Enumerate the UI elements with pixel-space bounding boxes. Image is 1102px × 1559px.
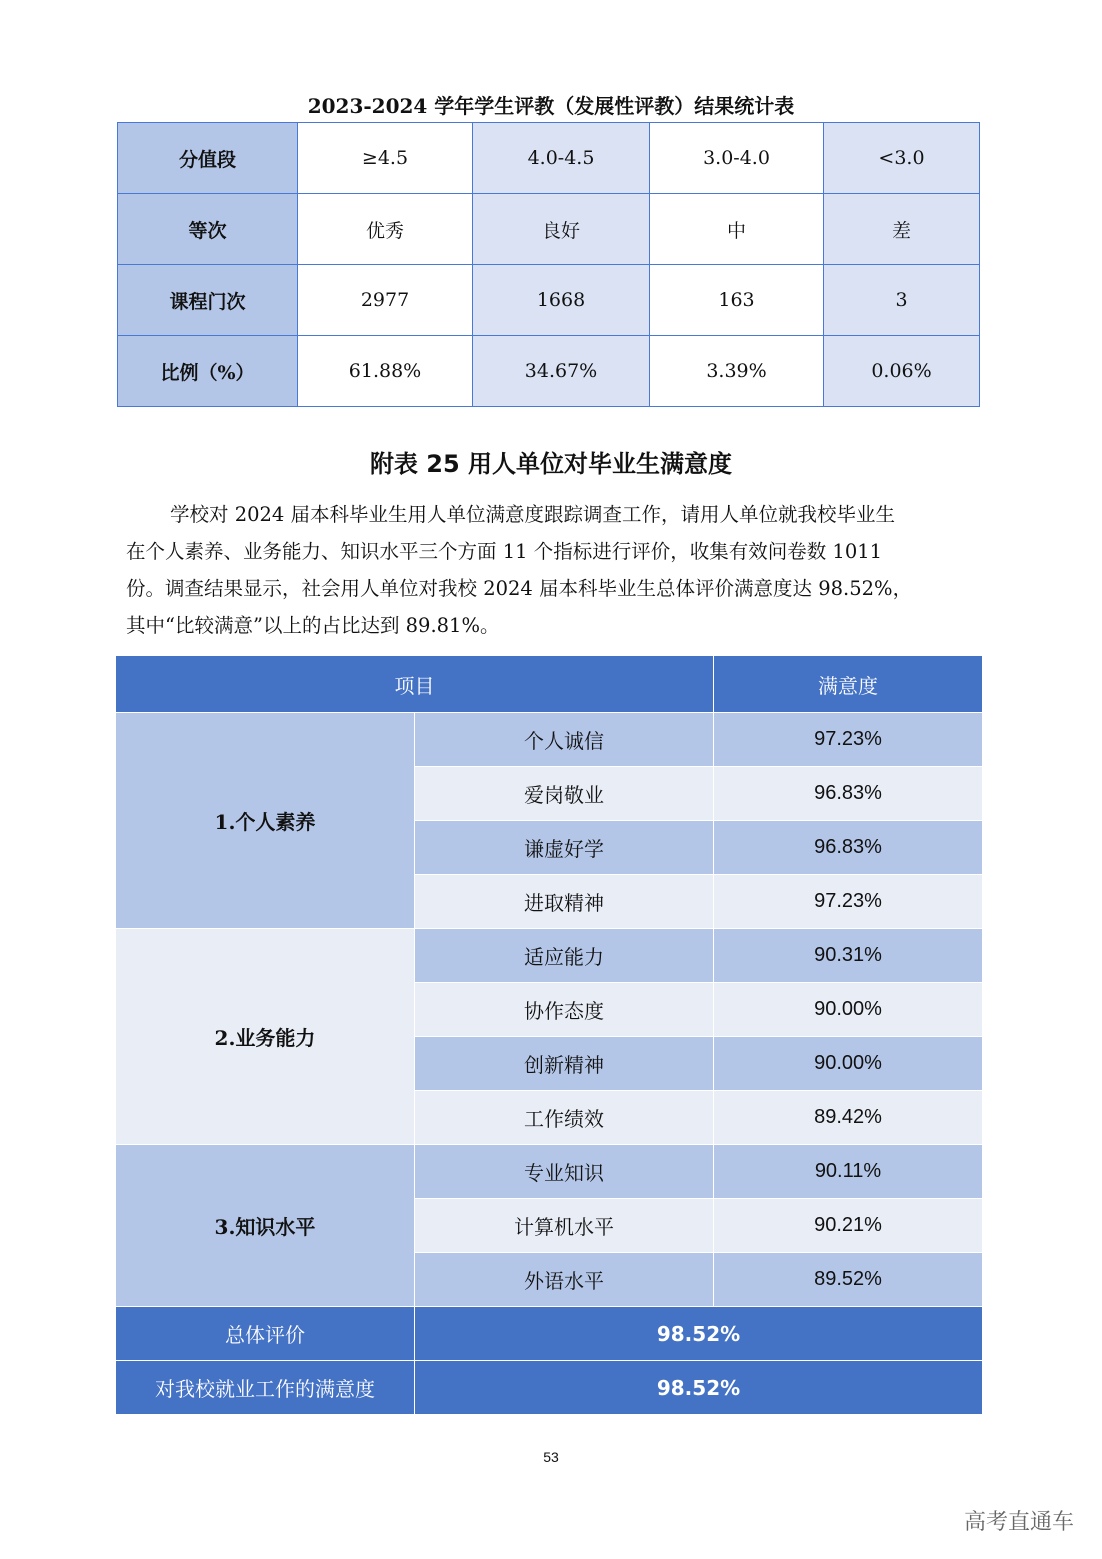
item-label: 工作绩效: [415, 1091, 714, 1145]
table-row: [118, 123, 980, 194]
item-value: 90.00%: [714, 983, 983, 1037]
row-label: 分值段: [118, 123, 298, 194]
table-row: [118, 265, 980, 336]
item-value: 96.83%: [714, 767, 983, 821]
footer-value: 98.52%: [415, 1361, 983, 1415]
evaluation-stats-table: [117, 122, 980, 407]
table-cell: 3.39%: [650, 336, 824, 407]
group-label: 1.个人素养: [116, 713, 415, 929]
item-label: 创新精神: [415, 1037, 714, 1091]
footer-label: 总体评价: [116, 1307, 415, 1361]
table-cell: 3: [824, 265, 980, 336]
item-value: 89.42%: [714, 1091, 983, 1145]
table-cell: ≥4.5: [298, 123, 473, 194]
item-label: 外语水平: [415, 1253, 714, 1307]
table-cell: <3.0: [824, 123, 980, 194]
paragraph-line: 在个人素养、业务能力、知识水平三个方面 11 个指标进行评价，收集有效问卷数 1011: [126, 540, 883, 563]
item-label: 进取精神: [415, 875, 714, 929]
item-value: 90.31%: [714, 929, 983, 983]
table-row: [118, 194, 980, 265]
item-value: 89.52%: [714, 1253, 983, 1307]
table-row: [116, 713, 983, 767]
section-title: 附表 25 用人单位对毕业生满意度: [369, 450, 733, 478]
paragraph-line: 份。调查结果显示，社会用人单位对我校 2024 届本科毕业生总体评价满意度达 98.52%，: [126, 577, 913, 600]
table-footer-row: [116, 1307, 983, 1361]
group-label: 3.知识水平: [116, 1145, 415, 1307]
row-label: 等次: [118, 194, 298, 265]
table-header-row: [116, 656, 983, 713]
table-cell: 61.88%: [298, 336, 473, 407]
item-value: 97.23%: [714, 713, 983, 767]
table-cell: 34.67%: [473, 336, 650, 407]
paragraph-line: 其中“比较满意”以上的占比达到 89.81%。: [126, 614, 500, 637]
item-label: 谦虚好学: [415, 821, 714, 875]
table-cell: 中: [650, 194, 824, 265]
header-satisfaction: 满意度: [714, 656, 983, 713]
group-label: 2.业务能力: [116, 929, 415, 1145]
item-value: 97.23%: [714, 875, 983, 929]
employer-satisfaction-table: [115, 655, 983, 1415]
section-paragraph: [126, 496, 976, 644]
footer-label: 对我校就业工作的满意度: [116, 1361, 415, 1415]
table-cell: 3.0-4.0: [650, 123, 824, 194]
table-row: [116, 929, 983, 983]
table-cell: 2977: [298, 265, 473, 336]
item-value: 90.21%: [714, 1199, 983, 1253]
item-label: 适应能力: [415, 929, 714, 983]
item-label: 爱岗敬业: [415, 767, 714, 821]
item-label: 专业知识: [415, 1145, 714, 1199]
table-cell: 163: [650, 265, 824, 336]
table-row: [116, 1145, 983, 1199]
row-label: 比例（%）: [118, 336, 298, 407]
item-value: 90.11%: [714, 1145, 983, 1199]
row-label: 课程门次: [118, 265, 298, 336]
table-cell: 良好: [473, 194, 650, 265]
table-footer-row: [116, 1361, 983, 1415]
item-label: 个人诚信: [415, 713, 714, 767]
item-value: 90.00%: [714, 1037, 983, 1091]
table1-title: 2023-2024 学年学生评教（发展性评教）结果统计表: [307, 94, 795, 118]
item-value: 96.83%: [714, 821, 983, 875]
table-cell: 4.0-4.5: [473, 123, 650, 194]
watermark: 高考直通车: [963, 1510, 1074, 1535]
page-number: 53: [543, 1449, 559, 1465]
table-row: [118, 336, 980, 407]
item-label: 协作态度: [415, 983, 714, 1037]
item-label: 计算机水平: [415, 1199, 714, 1253]
header-item: 项目: [116, 656, 714, 713]
table-cell: 差: [824, 194, 980, 265]
table-cell: 优秀: [298, 194, 473, 265]
paragraph-line: 学校对 2024 届本科毕业生用人单位满意度跟踪调查工作，请用人单位就我校毕业生: [170, 503, 896, 526]
footer-value: 98.52%: [415, 1307, 983, 1361]
table-cell: 0.06%: [824, 336, 980, 407]
table-cell: 1668: [473, 265, 650, 336]
